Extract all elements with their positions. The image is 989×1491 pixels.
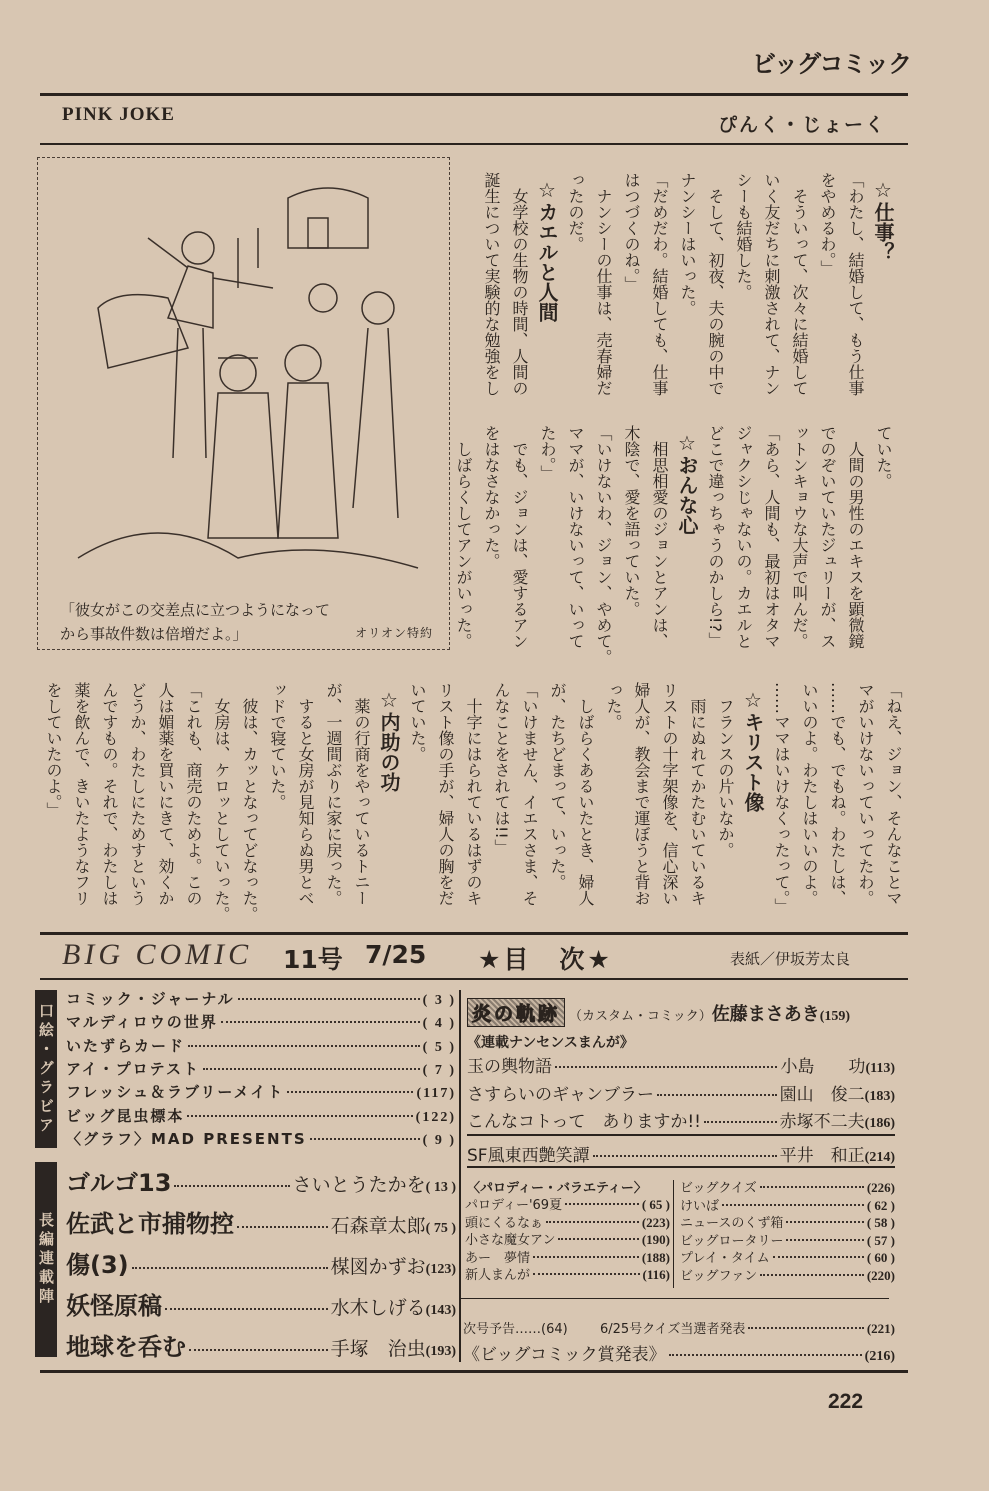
text-line: 「だめだわ。結婚しても、仕事 (650, 172, 669, 396)
leader-dots (786, 1221, 863, 1223)
text-line: んなことをされては!!」 (492, 682, 511, 855)
toc-title: 頭にくるなぁ (465, 1215, 544, 1231)
article-heading: ☆おんな心 (675, 431, 699, 535)
text-line: をやめるわ。」 (818, 172, 837, 276)
toc-title: いたずらカード (66, 1036, 186, 1055)
text-line: 「これも、商売のためよ。この (184, 682, 203, 906)
toc-entry[interactable] (66, 1245, 456, 1280)
toc-author: 小島 功 (780, 1057, 866, 1077)
text-line: マがいけないっていってたわ。 (856, 682, 875, 906)
text-line: が、一週間ぶりに家に戻った。 (324, 682, 343, 906)
text-line: リスト像の手が、婦人の胸をだ (436, 682, 455, 906)
toc-title: 小さな魔女アン (465, 1233, 556, 1249)
text-line: ットンキョウな大声で叫んだ。 (790, 425, 809, 649)
text-line: ナンシーはいった。 (678, 172, 697, 316)
toc-entry[interactable] (66, 1286, 456, 1321)
article-column-bottom (39, 682, 907, 927)
group-label-gravure: 口絵・グラビア (35, 990, 57, 1148)
toc-entry[interactable] (680, 1212, 895, 1231)
leader-dots (555, 1066, 777, 1068)
toc-page: ( 4 ) (422, 1016, 456, 1032)
toc-entry[interactable] (66, 1163, 456, 1198)
toc-entry[interactable] (66, 1105, 456, 1126)
toc-author: 赤塚不二夫 (779, 1112, 865, 1132)
text-line: ったのだ。 (566, 172, 585, 252)
toc-entry[interactable] (66, 1011, 456, 1032)
text-line: 相思相愛のジョンとアンは、 (650, 425, 669, 649)
toc-date: 7/25 (365, 940, 427, 969)
toc-award[interactable] (463, 1340, 895, 1365)
text-line: 婦人が、教会まで運ぼうと背お (632, 682, 651, 906)
toc-issue: 11号 (283, 945, 343, 974)
toc-page: (113) (865, 1061, 895, 1076)
text-line: そういって、次々に結婚して (790, 172, 809, 396)
toc-sf[interactable] (467, 1141, 895, 1166)
feature-title: 炎の軌跡 (467, 998, 565, 1027)
text-line: ……でも、でもね。わたしは、 (828, 682, 847, 906)
article-heading: ☆カエルと人間 (535, 178, 559, 322)
leader-dots (748, 1327, 863, 1329)
text-line: どうか、わたしにためすという (128, 682, 147, 906)
toc-entry[interactable] (66, 1058, 456, 1079)
toc-title: パロディー'69夏 (465, 1198, 563, 1213)
toc-entry[interactable] (680, 1247, 895, 1266)
toc-entry[interactable] (467, 1052, 895, 1077)
cartoon-illustration (38, 158, 448, 588)
toc-title: コミック・ジャーナル (66, 990, 235, 1008)
leader-dots (533, 1273, 640, 1275)
leader-dots (786, 1239, 863, 1241)
toc-page: ( 65 ) (641, 1197, 670, 1212)
toc-page: (226) (866, 1180, 895, 1195)
leader-dots (669, 1354, 862, 1356)
text-line: いいのよ。わたしはいいのよ。 (800, 682, 819, 906)
toc-author: 手塚 治虫 (330, 1338, 426, 1360)
toc-page: (188) (641, 1249, 670, 1265)
leader-dots (165, 1308, 328, 1310)
divider (467, 1134, 895, 1136)
leader-dots (722, 1204, 864, 1206)
text-line: 人は媚薬を買いにきて、効くか (156, 682, 175, 906)
toc-entry[interactable] (66, 1081, 456, 1102)
feature-page: (159) (819, 1009, 851, 1024)
feature-subtitle: （カスタム・コミック） (569, 1009, 712, 1024)
toc-page: (220) (866, 1268, 895, 1283)
toc-title: あー 夢情 (465, 1250, 531, 1266)
toc-title: フレッシュ＆ラブリーメイト (66, 1083, 285, 1102)
toc-author: 楳図かずお (330, 1256, 426, 1278)
magazine-logo: ビッグコミック (752, 50, 912, 78)
caption-line: 「彼女がこの交差点に立つようになって (60, 601, 331, 619)
leader-dots (189, 1349, 328, 1351)
divider (40, 932, 908, 935)
toc-title: ビッグ昆虫標本 (66, 1106, 185, 1125)
toc-page: ( 60 ) (866, 1250, 895, 1266)
article-heading: ☆仕事？ (871, 178, 895, 262)
leader-dots (533, 1256, 639, 1258)
text-line: たわ。」 (538, 425, 557, 481)
page-number: 222 (828, 1390, 864, 1413)
toc-title: 《ビッグコミック賞発表》 (463, 1345, 666, 1365)
article-heading: ☆キリスト像 (741, 688, 765, 812)
leader-dots (546, 1221, 639, 1223)
toc-title: ビッグクイズ (680, 1181, 757, 1196)
text-line: ッドで寝ていた。 (268, 682, 287, 810)
toc-title: ゴルゴ13 (66, 1169, 172, 1197)
toc-title: 新人まんが (465, 1268, 531, 1284)
column-divider (673, 1180, 674, 1288)
toc-title: こんなコトって ありますか!! (467, 1112, 701, 1132)
text-line: 彼は、カッとなってどなった。 (240, 682, 259, 922)
article-heading: ☆内助の功 (377, 688, 401, 792)
toc-feature[interactable] (467, 998, 895, 1027)
leader-dots (593, 1155, 777, 1157)
parody-label: 〈パロディー・バラエティー〉 (467, 1181, 647, 1196)
article-column-mid (449, 425, 897, 670)
toc-page: ( 5 ) (422, 1039, 456, 1055)
toc-page: (183) (864, 1088, 895, 1104)
column-divider (459, 990, 461, 1362)
toc-page: (216) (864, 1349, 895, 1364)
text-line: 「わたし、結婚して、もう仕事 (846, 172, 865, 396)
divider (40, 1370, 908, 1373)
leader-dots (760, 1186, 864, 1188)
toc-title: 〈グラフ〉MAD PRESENTS (66, 1129, 307, 1148)
leader-dots (174, 1185, 289, 1187)
toc-page: ( 57 ) (866, 1232, 895, 1248)
group-label-serials: 長編連載陣 (35, 1162, 57, 1357)
toc-title: アイ・プロテスト (66, 1059, 201, 1078)
text-line: どこで違っちゃうのかしら!?」 (706, 425, 725, 648)
toc-title: プレイ・タイム (680, 1251, 770, 1267)
cartoon-panel (37, 157, 450, 650)
toc-title: 傷(3) (66, 1251, 129, 1279)
text-line: をはなさなかった。 (482, 425, 501, 569)
text-line: 雨にぬれてかたむいているキ (688, 682, 707, 906)
toc-entry[interactable] (680, 1195, 895, 1214)
toc-entry[interactable] (66, 988, 456, 1009)
toc-page: ( 9 ) (422, 1132, 456, 1148)
cartoon-caption (60, 598, 330, 646)
text-line: 薬を飲んで、きいたようなフリ (72, 682, 91, 906)
toc-page: ( 3 ) (422, 993, 456, 1008)
toc-page: (116) (642, 1267, 670, 1283)
divider (467, 1166, 895, 1168)
toc-entry[interactable] (680, 1177, 895, 1196)
text-line: シーも結婚した。 (734, 172, 753, 300)
leader-dots (238, 998, 420, 1000)
toc-entry[interactable] (465, 1194, 670, 1213)
toc-page: (223) (641, 1214, 670, 1230)
leader-dots (657, 1094, 777, 1096)
text-line: 「ねえ、ジョン、そんなことマ (884, 682, 903, 906)
toc-entry[interactable] (66, 1204, 456, 1239)
text-line: ……ママはいけなくったって。」 (772, 682, 791, 914)
text-line: でも、ジョンは、愛するアン (510, 425, 529, 649)
toc-title: 6/25号クイズ当選者発表 (600, 1322, 746, 1337)
text-line: いていた。 (408, 682, 427, 762)
leader-dots (188, 1045, 420, 1047)
text-line: が、たちどまって、いった。 (548, 682, 567, 890)
toc-page: (186) (864, 1116, 895, 1131)
toc-entry[interactable] (465, 1247, 670, 1266)
text-line: ジャクシじゃないの。カエルと (734, 425, 753, 649)
toc-entry[interactable] (66, 1035, 456, 1056)
toc-page: ( 75 ) (425, 1221, 456, 1236)
text-line: 「いけないわ、ジョン、やめて。 (594, 425, 613, 665)
toc-author: 石森章太郎 (330, 1215, 426, 1237)
toc-page: (122) (415, 1109, 456, 1125)
toc-entry[interactable] (467, 1107, 895, 1132)
text-line: 「あら、人間も、最初はオタマ (762, 425, 781, 649)
toc-title: SF風東西艶笑譚 (467, 1146, 590, 1166)
text-line: をしていたのよ。」 (44, 682, 63, 818)
toc-author: 平井 和正 (779, 1146, 865, 1166)
toc-entry[interactable] (465, 1264, 670, 1283)
leader-dots (558, 1238, 638, 1240)
toc-entry[interactable] (680, 1230, 895, 1249)
nonsense-label: 《連載ナンセンスまんが》 (467, 1035, 634, 1051)
toc-page: (190) (641, 1232, 670, 1248)
leader-dots (760, 1274, 864, 1276)
text-line: そして、初夜、夫の腕の中で (706, 172, 725, 396)
divider (459, 1298, 889, 1299)
text-line: 木陰で、愛を語っていた。 (622, 425, 641, 617)
leader-dots (187, 1115, 412, 1117)
toc-entry[interactable] (465, 1229, 670, 1248)
leader-dots (237, 1226, 328, 1228)
toc-title: 玉の輿物語 (467, 1057, 552, 1077)
toc-title: ビッグファン (680, 1269, 758, 1284)
toc-page: ( 13 ) (425, 1180, 456, 1195)
text-line: しばらくしてアンがいった。 (454, 425, 473, 649)
toc-page: ( 7 ) (422, 1062, 456, 1078)
toc-title: 地球を呑む (66, 1333, 186, 1361)
text-line: んですもの。それで、わたしは (100, 682, 119, 906)
text-line: 薬の行商をやっているトニー (352, 682, 371, 906)
text-line: ていた。 (874, 425, 893, 489)
text-line: しばらくあるいたとき、婦人 (576, 682, 595, 906)
toc-page: (221) (866, 1321, 895, 1336)
toc-page: ( 62 ) (866, 1197, 895, 1213)
leader-dots (773, 1256, 864, 1258)
text-line: すると女房が見知らぬ男とベ (296, 682, 315, 906)
toc-page: (193) (425, 1344, 456, 1359)
toc-title: 妖怪原稿 (66, 1292, 162, 1320)
leader-dots (704, 1121, 777, 1123)
leader-dots (565, 1203, 639, 1205)
feature-author: 佐藤まさあき (711, 1004, 820, 1025)
cover-credit: 表紙／伊坂芳太良 (730, 950, 851, 968)
leader-dots (203, 1068, 420, 1070)
text-line: った。 (604, 682, 623, 730)
leader-dots (287, 1091, 413, 1093)
toc-page: ( 58 ) (866, 1215, 895, 1231)
toc-title: マルディロウの世界 (66, 1013, 218, 1032)
text-line: リストの十字架像を、信心深い (660, 682, 679, 906)
cartoon-credit: オリオン特約 (355, 626, 433, 640)
text-line: 人間の男性のエキスを顕微鏡 (846, 425, 865, 649)
toc-author: 水木しげる (330, 1297, 426, 1319)
toc-entry[interactable] (66, 1327, 456, 1362)
toc-author: 園山 俊二 (779, 1084, 865, 1105)
text-line: はつづくのね。」 (622, 172, 641, 292)
toc-author: さいとうたかを (292, 1174, 426, 1196)
text-line: ナンシーの仕事は、売春婦だ (594, 172, 613, 396)
toc-entry[interactable] (66, 1128, 456, 1149)
toc-quiz[interactable] (600, 1318, 895, 1337)
text-line: いく友だちに刺激されて、ナン (762, 172, 781, 396)
leader-dots (132, 1267, 328, 1269)
toc-title: ★目 次★ (478, 945, 613, 974)
toc-title: けいば (680, 1198, 720, 1214)
toc-page: (123) (425, 1262, 456, 1277)
text-line: 女学校の生物の時間、人間の (510, 172, 529, 396)
toc-entry[interactable] (465, 1212, 670, 1231)
divider (40, 93, 908, 96)
toc-page: (117) (416, 1086, 456, 1102)
section-title-ja: ぴんく・じょーく (718, 114, 887, 136)
text-line: フランスの片いなか。 (716, 682, 735, 858)
toc-entry[interactable] (467, 1080, 895, 1105)
text-line: 女房は、ケロッとしていった。 (212, 682, 231, 922)
section-title-en: PINK JOKE (62, 104, 175, 125)
caption-line: から事故件数は倍増だよ。」 (60, 625, 248, 643)
divider (40, 143, 908, 145)
text-line: 誕生について実験的な勉強をし (482, 172, 501, 396)
toc-page: (143) (425, 1303, 456, 1318)
toc-entry[interactable] (680, 1265, 895, 1284)
next-issue[interactable]: 次号予告……(64) (463, 1322, 568, 1337)
text-line: ママが、いけないって、いって (566, 425, 585, 649)
leader-dots (221, 1021, 420, 1023)
toc-title: ビッグロータリー (680, 1233, 784, 1249)
divider (40, 978, 908, 980)
toc-title: さすらいのギャンブラー (467, 1084, 654, 1105)
text-line: でのぞいていたジュリーが、ス (818, 425, 837, 649)
text-line: 「いけません、イエスさま、そ (520, 682, 539, 906)
article-column-top (477, 172, 897, 417)
text-line: 十字にはられているはずのキ (464, 682, 483, 906)
toc-page: (214) (864, 1150, 895, 1165)
toc-title: 佐武と市捕物控 (66, 1210, 234, 1238)
toc-magazine: BIG COMIC (62, 938, 253, 971)
leader-dots (310, 1138, 420, 1140)
toc-title: ニュースのくず箱 (680, 1216, 784, 1232)
